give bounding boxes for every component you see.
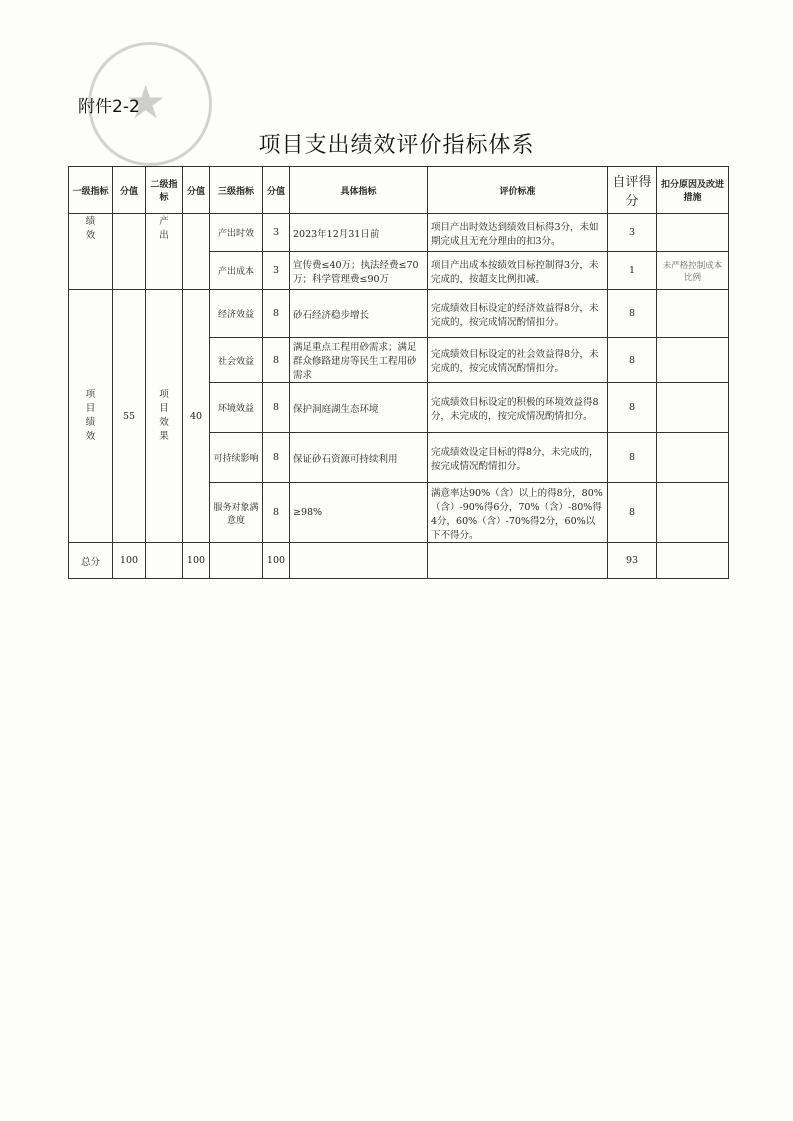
attachment-label: 附件2-2 (78, 97, 140, 117)
table-header-row (69, 167, 729, 214)
level3-cell: 环境效益 (210, 383, 263, 433)
self-score-cell: 1 (608, 252, 657, 290)
self-score-cell: 8 (608, 383, 657, 433)
level3-cell: 经济效益 (210, 290, 263, 338)
score-cell (183, 214, 210, 290)
page-title: 项目支出绩效评价指标体系 (258, 133, 535, 158)
indicator-cell: 满足重点工程用砂需求；满足群众修路建房等民生工程用砂需求 (290, 338, 428, 383)
level1-cell: 项目绩效 (69, 290, 113, 543)
level2-cell: 产出 (146, 214, 183, 290)
indicator-table (68, 166, 729, 579)
level3-cell: 可持续影响 (210, 433, 263, 483)
table-row (69, 290, 729, 338)
score-cell: 8 (263, 433, 290, 483)
col-header: 自评得分 (608, 167, 657, 214)
score-cell: 8 (263, 383, 290, 433)
indicator-cell: ≥98% (290, 483, 428, 543)
col-header: 分值 (263, 167, 290, 214)
self-score-cell: 8 (608, 433, 657, 483)
indicator-cell: 宣传费≤40万；执法经费≤70万；科学管理费≤90万 (290, 252, 428, 290)
standard-cell: 项目产出成本按绩效目标控制得3分，未完成的，按超支比例扣减。 (428, 252, 608, 290)
col-header: 分值 (113, 167, 146, 214)
indicator-cell: 砂石经济稳步增长 (290, 290, 428, 338)
level3-cell: 产出时效 (210, 214, 263, 252)
standard-cell: 项目产出时效达到绩效目标得3分，未如期完成且无充分理由的扣3分。 (428, 214, 608, 252)
self-score-cell: 3 (608, 214, 657, 252)
col-header: 扣分原因及改进措施 (657, 167, 729, 214)
seal-star-icon: ★ (125, 75, 167, 129)
total-score: 100 (183, 543, 210, 579)
standard-cell: 完成绩效目标设定的积极的环境效益得8分，未完成的，按完成情况酌情扣分。 (428, 383, 608, 433)
score-cell: 8 (263, 338, 290, 383)
col-header: 二级指标 (146, 167, 183, 214)
col-header: 评价标准 (428, 167, 608, 214)
reason-cell (657, 290, 729, 338)
total-self-score: 93 (608, 543, 657, 579)
empty-cell (428, 543, 608, 579)
standard-cell: 完成绩效目标设定的经济效益得8分，未完成的，按完成情况酌情扣分。 (428, 290, 608, 338)
self-score-cell: 8 (608, 483, 657, 543)
level3-cell: 服务对象满意度 (210, 483, 263, 543)
col-header: 三级指标 (210, 167, 263, 214)
score-cell: 8 (263, 483, 290, 543)
empty-cell (146, 543, 183, 579)
reason-cell: 未严格控制成本比例 (657, 252, 729, 290)
level1-cell: 绩效 (69, 214, 113, 290)
reason-cell (657, 483, 729, 543)
level2-cell: 项目效果 (146, 290, 183, 543)
col-header: 一级指标 (69, 167, 113, 214)
score-cell: 3 (263, 214, 290, 252)
standard-cell: 完成绩效设定目标的得8分，未完成的，按完成情况酌情扣分。 (428, 433, 608, 483)
reason-cell (657, 383, 729, 433)
total-row (69, 543, 729, 579)
self-score-cell: 8 (608, 338, 657, 383)
total-label: 总分 (69, 543, 113, 579)
level3-cell: 产出成本 (210, 252, 263, 290)
level3-cell: 社会效益 (210, 338, 263, 383)
score-cell: 3 (263, 252, 290, 290)
indicator-cell: 保证砂石资源可持续利用 (290, 433, 428, 483)
col-header: 分值 (183, 167, 210, 214)
standard-cell: 满意率达90%（含）以上的得8分，80%（含）-90%得6分，70%（含）-80%得4分，60%（含）-70%得2分，60%以下不得分。 (428, 483, 608, 543)
standard-cell: 完成绩效目标设定的社会效益得8分，未完成的，按完成情况酌情扣分。 (428, 338, 608, 383)
score-cell (113, 214, 146, 290)
score-cell: 40 (183, 290, 210, 543)
empty-cell (290, 543, 428, 579)
col-header: 具体指标 (290, 167, 428, 214)
empty-cell (210, 543, 263, 579)
reason-cell (657, 338, 729, 383)
indicator-cell: 2023年12月31日前 (290, 214, 428, 252)
total-score: 100 (263, 543, 290, 579)
reason-cell (657, 433, 729, 483)
score-cell: 55 (113, 290, 146, 543)
reason-cell (657, 214, 729, 252)
indicator-cell: 保护洞庭湖生态环境 (290, 383, 428, 433)
total-score: 100 (113, 543, 146, 579)
empty-cell (657, 543, 729, 579)
table-row (69, 214, 729, 252)
self-score-cell: 8 (608, 290, 657, 338)
score-cell: 8 (263, 290, 290, 338)
